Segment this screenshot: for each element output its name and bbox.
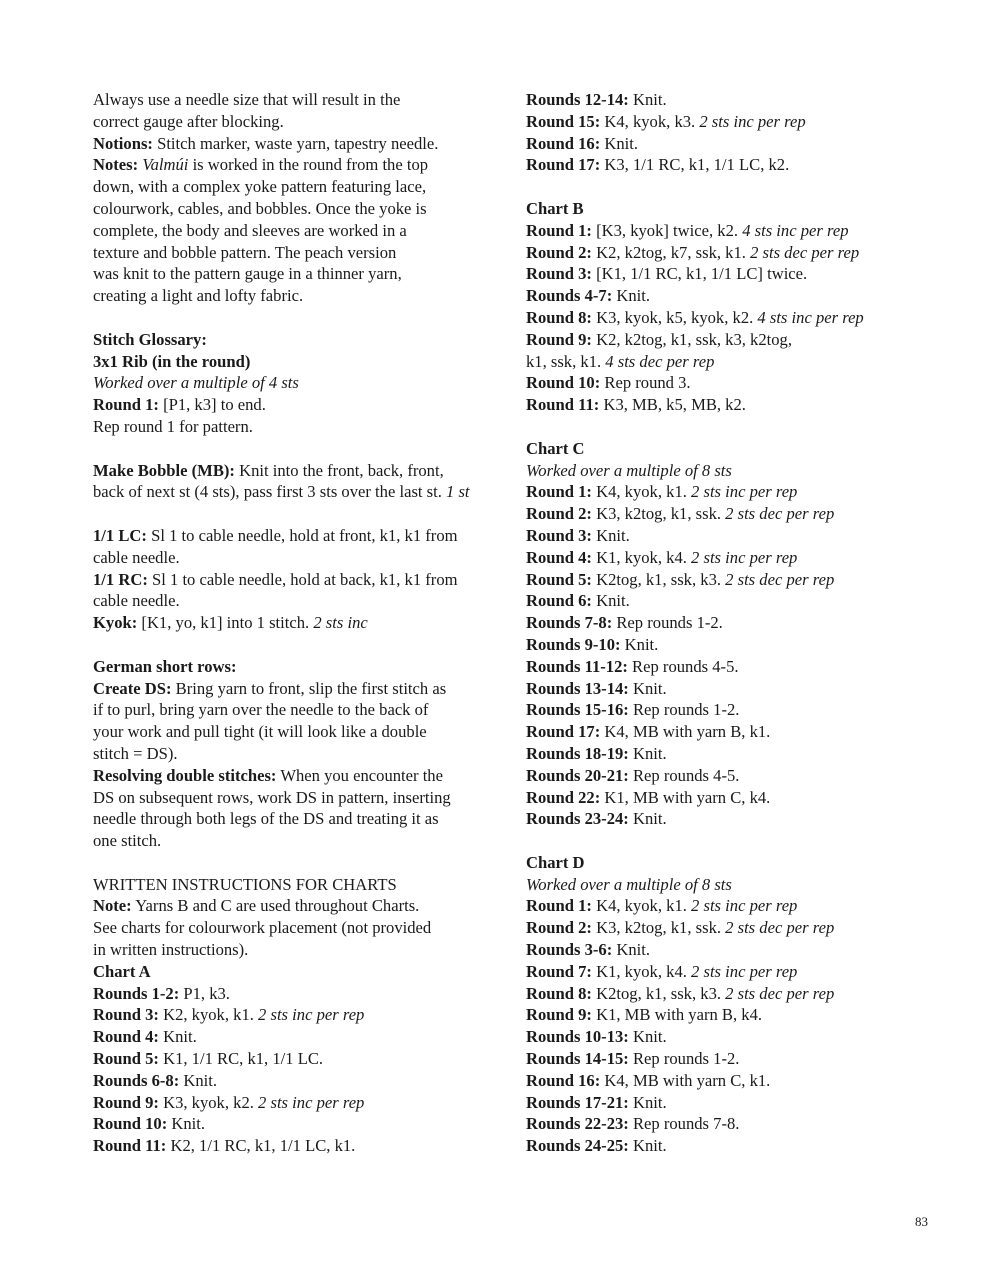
bold-label: Round 1: [526,220,592,240]
text-line [526,874,926,896]
text-run: Knit. [628,809,667,829]
bold-label: Rounds 17-21: [526,1092,629,1112]
italic-note: Worked over a multiple of 8 sts [526,874,732,894]
text-run: K4, MB with yarn B, k1. [600,722,771,742]
text-run: complete, the body and sleeves are worked in a [93,220,407,240]
italic-note: Valmúi [142,155,189,175]
text-run: Knit. [628,1092,667,1112]
bold-label: Round 8: [526,983,592,1003]
text-run: Knit. [628,678,667,698]
text-run: Rep round 1 for pattern. [93,416,253,436]
bold-label: Notes: [93,155,139,175]
text-line [93,830,503,852]
paragraph-gap [93,634,503,656]
text-run: in written instructions). [93,940,249,960]
bold-label: 1/1 RC: [93,569,148,589]
text-line [93,242,503,264]
text-run: Sl 1 to cable needle, hold at front, k1, k1 from [146,525,458,545]
bold-label: Chart B [526,198,584,218]
text-run: K3, kyok, k5, kyok, k2. [591,307,758,327]
text-line [526,569,926,591]
bold-label: Rounds 20-21: [526,765,629,785]
text-line [526,220,926,242]
text-run: Stitch marker, waste yarn, tapestry needle. [152,133,439,153]
italic-note: 1 st [446,482,470,502]
text-run: K1, MB with yarn B, k4. [591,1005,763,1025]
text-line [93,460,503,482]
text-line [526,1092,926,1114]
text-line [526,917,926,939]
text-line [526,765,926,787]
text-line [526,133,926,155]
bold-label: Round 1: [526,896,592,916]
text-line [93,656,503,678]
text-run: K3, k2tog, k1, ssk. [591,918,726,938]
bold-label: Round 15: [526,111,601,131]
bold-label: Round 3: [526,264,592,284]
bold-label: Chart D [526,852,585,872]
text-line [93,1070,503,1092]
text-line [526,329,926,351]
bold-label: Rounds 14-15: [526,1049,629,1069]
italic-note: 2 sts dec per rep [725,918,835,938]
bold-label: Rounds 23-24: [526,809,629,829]
text-line [526,983,926,1005]
italic-note: 4 sts inc per rep [742,220,849,240]
bold-label: Round 10: [93,1114,168,1134]
text-run: is worked in the round from the top [188,155,429,175]
text-run: [P1, k3] to end. [158,395,266,415]
bold-label: Rounds 6-8: [93,1070,180,1090]
text-line [93,351,503,373]
bold-label: Create DS: [93,678,172,698]
text-line [526,939,926,961]
text-run: your work and pull tight (it will look like a double [93,722,427,742]
bold-label: Round 8: [526,307,592,327]
text-run: texture and bobble pattern. The peach version [93,242,397,262]
bold-label: Round 4: [526,547,592,567]
text-line [526,242,926,264]
bold-label: Round 2: [526,242,592,262]
text-run: was knit to the pattern gauge in a thinner yarn, [93,264,402,284]
text-run: [K1, 1/1 RC, k1, 1/1 LC] twice. [591,264,808,284]
bold-label: Round 22: [526,787,601,807]
text-run: Knit. [179,1070,218,1090]
italic-note: 2 sts inc per rep [691,896,798,916]
text-run: K4, kyok, k1. [591,482,692,502]
bold-label: Rounds 1-2: [93,983,180,1003]
text-run: colourwork, cables, and bobbles. Once the yoke is [93,198,427,218]
italic-note: 4 sts dec per rep [605,351,715,371]
text-run: K1, kyok, k4. [591,961,692,981]
bold-label: Stitch Glossary: [93,329,207,349]
bold-label: Round 4: [93,1027,159,1047]
text-line [526,895,926,917]
text-line [526,808,926,830]
bold-label: Chart C [526,438,585,458]
text-line [93,939,503,961]
text-run: K2tog, k1, ssk, k3. [591,983,726,1003]
text-run: Rep rounds 1-2. [628,700,740,720]
text-run: K3, kyok, k2. [158,1092,259,1112]
text-run: Knit. [167,1114,206,1134]
bold-label: Round 3: [93,1005,159,1025]
text-run: back of next st (4 sts), pass first 3 sts over the last st. [93,482,447,502]
text-run: Sl 1 to cable needle, hold at back, k1, k1 from [147,569,458,589]
italic-note: Worked over a multiple of 4 sts [93,373,299,393]
text-run: K3, MB, k5, MB, k2. [599,395,746,415]
text-run: K4, MB with yarn C, k1. [600,1070,771,1090]
bold-label: Rounds 24-25: [526,1136,629,1156]
text-line [526,634,926,656]
text-line [93,394,503,416]
text-line [526,481,926,503]
text-line [93,111,503,133]
text-run: Rep rounds 1-2. [612,613,723,633]
text-run: correct gauge after blocking. [93,111,284,131]
text-run: Knit. [591,591,630,611]
bold-label: Round 10: [526,373,601,393]
text-line [93,569,503,591]
text-run: Rep rounds 7-8. [628,1114,740,1134]
page-number: 83 [915,1214,928,1229]
text-run: Yarns B and C are used throughout Charts. [131,896,420,916]
text-line [526,699,926,721]
italic-note: 2 sts dec per rep [725,569,835,589]
bold-label: Notions: [93,133,153,153]
text-line [93,416,503,438]
text-line [93,285,503,307]
text-line [93,1026,503,1048]
paragraph-gap [526,416,926,438]
text-line [93,895,503,917]
left-column [93,89,503,1157]
text-line [526,852,926,874]
text-line [526,1135,926,1157]
text-run: Always use a needle size that will result in the [93,90,401,109]
text-run: Rep rounds 1-2. [628,1049,740,1069]
bold-label: Round 11: [93,1136,167,1156]
text-line [526,111,926,133]
paragraph-gap [93,503,503,525]
text-line [526,503,926,525]
text-run: K1, MB with yarn C, k4. [600,787,771,807]
right-column [526,89,926,1157]
bold-label: Rounds 15-16: [526,700,629,720]
bold-label: Rounds 3-6: [526,940,613,960]
text-line [93,961,503,983]
text-run: Knit. [612,286,651,306]
bold-label: Round 11: [526,395,600,415]
text-run: creating a light and lofty fabric. [93,286,304,306]
text-line [526,678,926,700]
text-line [93,372,503,394]
text-line [93,874,503,896]
text-line [526,198,926,220]
text-line [93,481,503,503]
italic-note: 2 sts dec per rep [725,504,835,524]
bold-label: Rounds 18-19: [526,743,629,763]
bold-label: Round 9: [526,1005,592,1025]
text-run: Knit. [628,90,667,109]
bold-label: Resolving double stitches: [93,765,277,785]
italic-note: 2 sts dec per rep [725,983,835,1003]
bold-label: Round 9: [526,329,592,349]
text-line [526,721,926,743]
text-line [526,351,926,373]
text-run: Knit. [612,940,651,960]
text-line [526,961,926,983]
paragraph-gap [526,830,926,852]
text-run: WRITTEN INSTRUCTIONS FOR CHARTS [93,874,397,894]
text-line [526,547,926,569]
text-line [93,983,503,1005]
text-line [526,263,926,285]
text-run: Knit. [628,1027,667,1047]
text-line [93,808,503,830]
text-line [93,699,503,721]
text-line [93,1135,503,1157]
bold-label: 1/1 LC: [93,525,147,545]
text-line [526,787,926,809]
text-run: needle through both legs of the DS and treating it as [93,809,439,829]
bold-label: Chart A [93,961,151,981]
text-run: K3, 1/1 RC, k1, 1/1 LC, k2. [600,155,790,175]
bold-label: Round 5: [526,569,592,589]
text-run: Rep rounds 4-5. [628,765,740,785]
text-line [93,329,503,351]
text-run: K1, kyok, k4. [591,547,692,567]
text-line [93,678,503,700]
text-run: Knit. [628,743,667,763]
bold-label: Rounds 7-8: [526,613,613,633]
text-line [93,220,503,242]
text-run: K2, k2tog, k1, ssk, k3, k2tog, [591,329,792,349]
text-run: Knit into the front, back, front, [234,460,444,480]
italic-note: 2 sts inc per rep [691,547,798,567]
italic-note: 2 sts inc per rep [691,961,798,981]
text-line [526,154,926,176]
bold-label: Rounds 10-13: [526,1027,629,1047]
paragraph-gap [93,852,503,874]
text-run: down, with a complex yoke pattern featuring lace, [93,177,427,197]
text-run: K4, kyok, k1. [591,896,692,916]
text-line [93,154,503,176]
text-line [526,1070,926,1092]
text-run: K3, k2tog, k1, ssk. [591,504,726,524]
text-line [526,372,926,394]
text-line [93,263,503,285]
text-line [526,394,926,416]
text-line [93,765,503,787]
text-run: one stitch. [93,831,162,851]
italic-note: 2 sts inc per rep [258,1005,365,1025]
text-run: See charts for colourwork placement (not provided [93,918,432,938]
paragraph-gap [93,438,503,460]
bold-label: Round 17: [526,722,601,742]
italic-note: 4 sts inc per rep [757,307,864,327]
italic-note: 2 sts inc per rep [691,482,798,502]
text-line [93,590,503,612]
text-run: [K3, kyok] twice, k2. [591,220,743,240]
bold-label: Round 2: [526,918,592,938]
text-run: cable needle. [93,591,180,611]
bold-label: Round 16: [526,1070,601,1090]
text-line [526,612,926,634]
italic-note: 2 sts inc per rep [258,1092,365,1112]
text-line [526,1026,926,1048]
text-line [93,1113,503,1135]
text-run: Knit. [158,1027,197,1047]
bold-label: Rounds 13-14: [526,678,629,698]
text-run: [K1, yo, k1] into 1 stitch. [137,613,314,633]
text-line [93,1004,503,1026]
italic-note: 2 sts inc [313,613,368,633]
text-line [526,307,926,329]
bold-label: Rounds 12-14: [526,90,629,109]
text-run: K4, kyok, k3. [600,111,700,131]
text-line [526,285,926,307]
text-run: Knit. [591,525,630,545]
text-run: K2, kyok, k1. [158,1005,259,1025]
text-line [93,612,503,634]
text-line [526,525,926,547]
text-line [93,133,503,155]
text-run: Bring yarn to front, slip the first stitch as [171,678,447,698]
bold-label: Round 7: [526,961,592,981]
text-line [526,1113,926,1135]
text-line [526,743,926,765]
italic-note: 2 sts dec per rep [750,242,860,262]
bold-label: Round 16: [526,133,601,153]
bold-label: Rounds 11-12: [526,656,628,676]
bold-label: Rounds 9-10: [526,634,621,654]
text-run: Knit. [628,1136,667,1156]
text-run: K2, 1/1 RC, k1, 1/1 LC, k1. [166,1136,356,1156]
text-line [93,89,503,111]
text-run: Knit. [600,133,639,153]
text-run: K2tog, k1, ssk, k3. [591,569,726,589]
italic-note: Worked over a multiple of 8 sts [526,460,732,480]
text-line [526,460,926,482]
paragraph-gap [93,307,503,329]
text-line [526,656,926,678]
text-line [93,917,503,939]
text-run: Knit. [620,634,659,654]
text-run: k1, ssk, k1. [526,351,606,371]
text-line [526,1004,926,1026]
bold-label: Round 2: [526,504,592,524]
bold-label: German short rows: [93,656,237,676]
text-line [93,198,503,220]
text-run: K1, 1/1 RC, k1, 1/1 LC. [158,1049,324,1069]
text-run: stitch = DS). [93,743,178,763]
text-run: cable needle. [93,547,180,567]
bold-label: Round 5: [93,1049,159,1069]
bold-label: Rounds 4-7: [526,286,613,306]
text-run: P1, k3. [179,983,230,1003]
text-run: Rep rounds 4-5. [627,656,739,676]
text-line [93,547,503,569]
bold-label: Round 1: [93,395,159,415]
bold-label: Round 9: [93,1092,159,1112]
text-line [526,590,926,612]
text-line [93,787,503,809]
text-line [93,743,503,765]
bold-label: Make Bobble (MB): [93,460,235,480]
bold-label: Round 6: [526,591,592,611]
text-run: Rep round 3. [600,373,691,393]
text-line [93,721,503,743]
bold-label: Note: [93,896,132,916]
text-line [526,1048,926,1070]
text-line [93,176,503,198]
text-run: K2, k2tog, k7, ssk, k1. [591,242,751,262]
bold-label: Round 1: [526,482,592,502]
text-line [93,525,503,547]
bold-label: Round 17: [526,155,601,175]
text-run: if to purl, bring yarn over the needle to the back of [93,700,429,720]
bold-label: Round 3: [526,525,592,545]
bold-label: 3x1 Rib (in the round) [93,351,251,371]
text-line [526,89,926,111]
text-run: DS on subsequent rows, work DS in pattern, inserting [93,787,451,807]
text-line [93,1092,503,1114]
bold-label: Rounds 22-23: [526,1114,629,1134]
paragraph-gap [526,176,926,198]
text-line [526,438,926,460]
text-line [93,1048,503,1070]
text-run: When you encounter the [276,765,443,785]
italic-note: 2 sts inc per rep [699,111,806,131]
bold-label: Kyok: [93,613,138,633]
